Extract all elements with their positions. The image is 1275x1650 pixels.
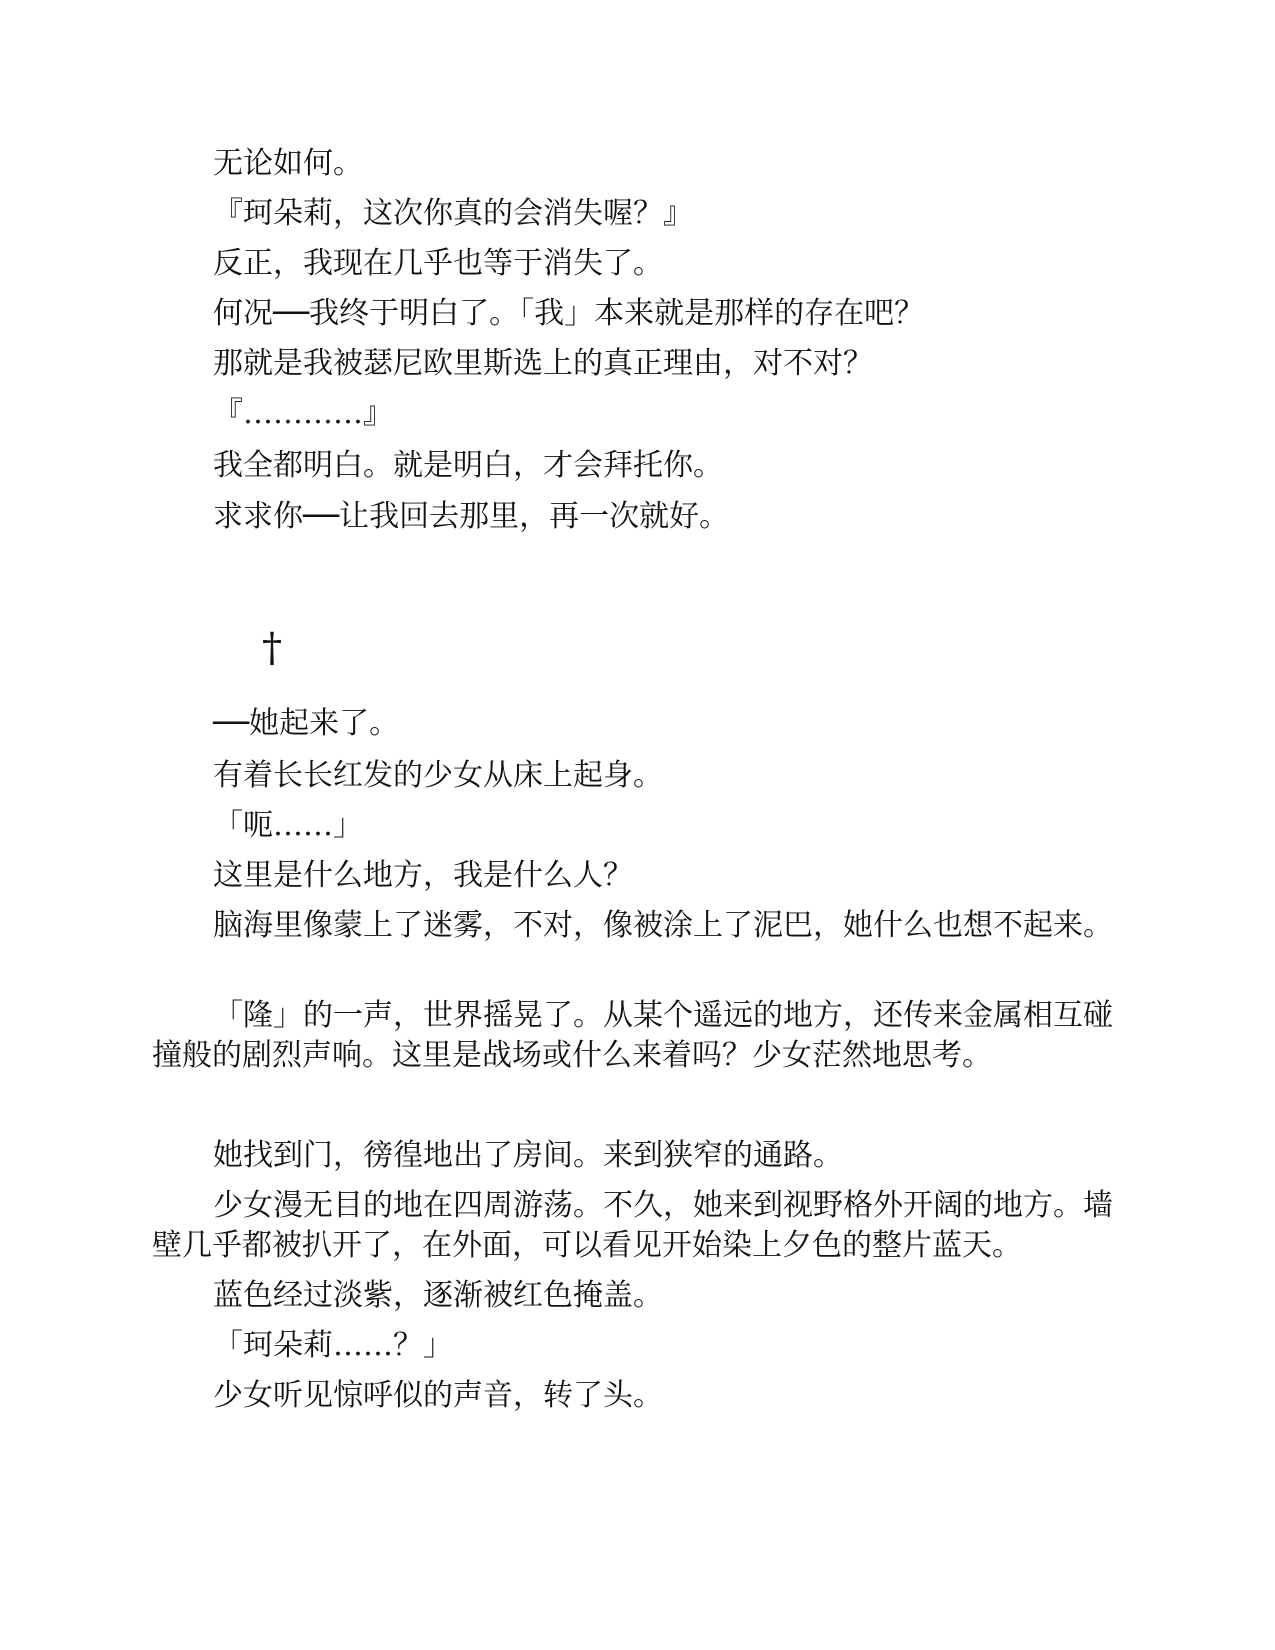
- paragraph-2: 『珂朵莉，这次你真的会消失喔？』: [213, 196, 693, 231]
- paragraph-19: 少女听见惊呼似的声音，转了头。: [213, 1378, 663, 1413]
- scene-break-dagger: †: [262, 625, 282, 671]
- paragraph-14: 「隆」的一声，世界摇晃了。从某个遥远的地方，还传来金属相互碰撞般的剧烈声响。这里是战场或什么来着吗？少女茫然地思考。: [152, 998, 1113, 1073]
- paragraph-9: ──她起来了。: [213, 706, 400, 741]
- paragraph-8: 求求你──让我回去那里，再一次就好。: [213, 499, 730, 534]
- paragraph-18: 「珂朵莉……？」: [213, 1328, 453, 1363]
- paragraph-10: 有着长长红发的少女从床上起身。: [213, 758, 663, 793]
- paragraph-6: 『…………』: [213, 396, 393, 431]
- paragraph-15: 她找到门，徬徨地出了房间。来到狭窄的通路。: [213, 1138, 843, 1173]
- paragraph-12: 这里是什么地方，我是什么人？: [213, 858, 633, 893]
- paragraph-5: 那就是我被瑟尼欧里斯选上的真正理由，对不对？: [213, 346, 873, 381]
- paragraph-1: 无论如何。: [213, 146, 363, 181]
- paragraph-16: 少女漫无目的地在四周游荡。不久，她来到视野格外开阔的地方。墙壁几乎都被扒开了，在外面，可以看见开始染上夕色的整片蓝天。: [152, 1188, 1113, 1263]
- paragraph-11: 「呃……」: [213, 808, 363, 843]
- paragraph-13: 脑海里像蒙上了迷雾，不对，像被涂上了泥巴，她什么也想不起来。: [213, 908, 1113, 943]
- paragraph-4: 何况──我终于明白了。「我」本来就是那样的存在吧？: [213, 296, 925, 331]
- paragraph-17: 蓝色经过淡紫，逐渐被红色掩盖。: [213, 1278, 663, 1313]
- paragraph-3: 反正，我现在几乎也等于消失了。: [213, 246, 663, 281]
- paragraph-7: 我全都明白。就是明白，才会拜托你。: [213, 448, 723, 483]
